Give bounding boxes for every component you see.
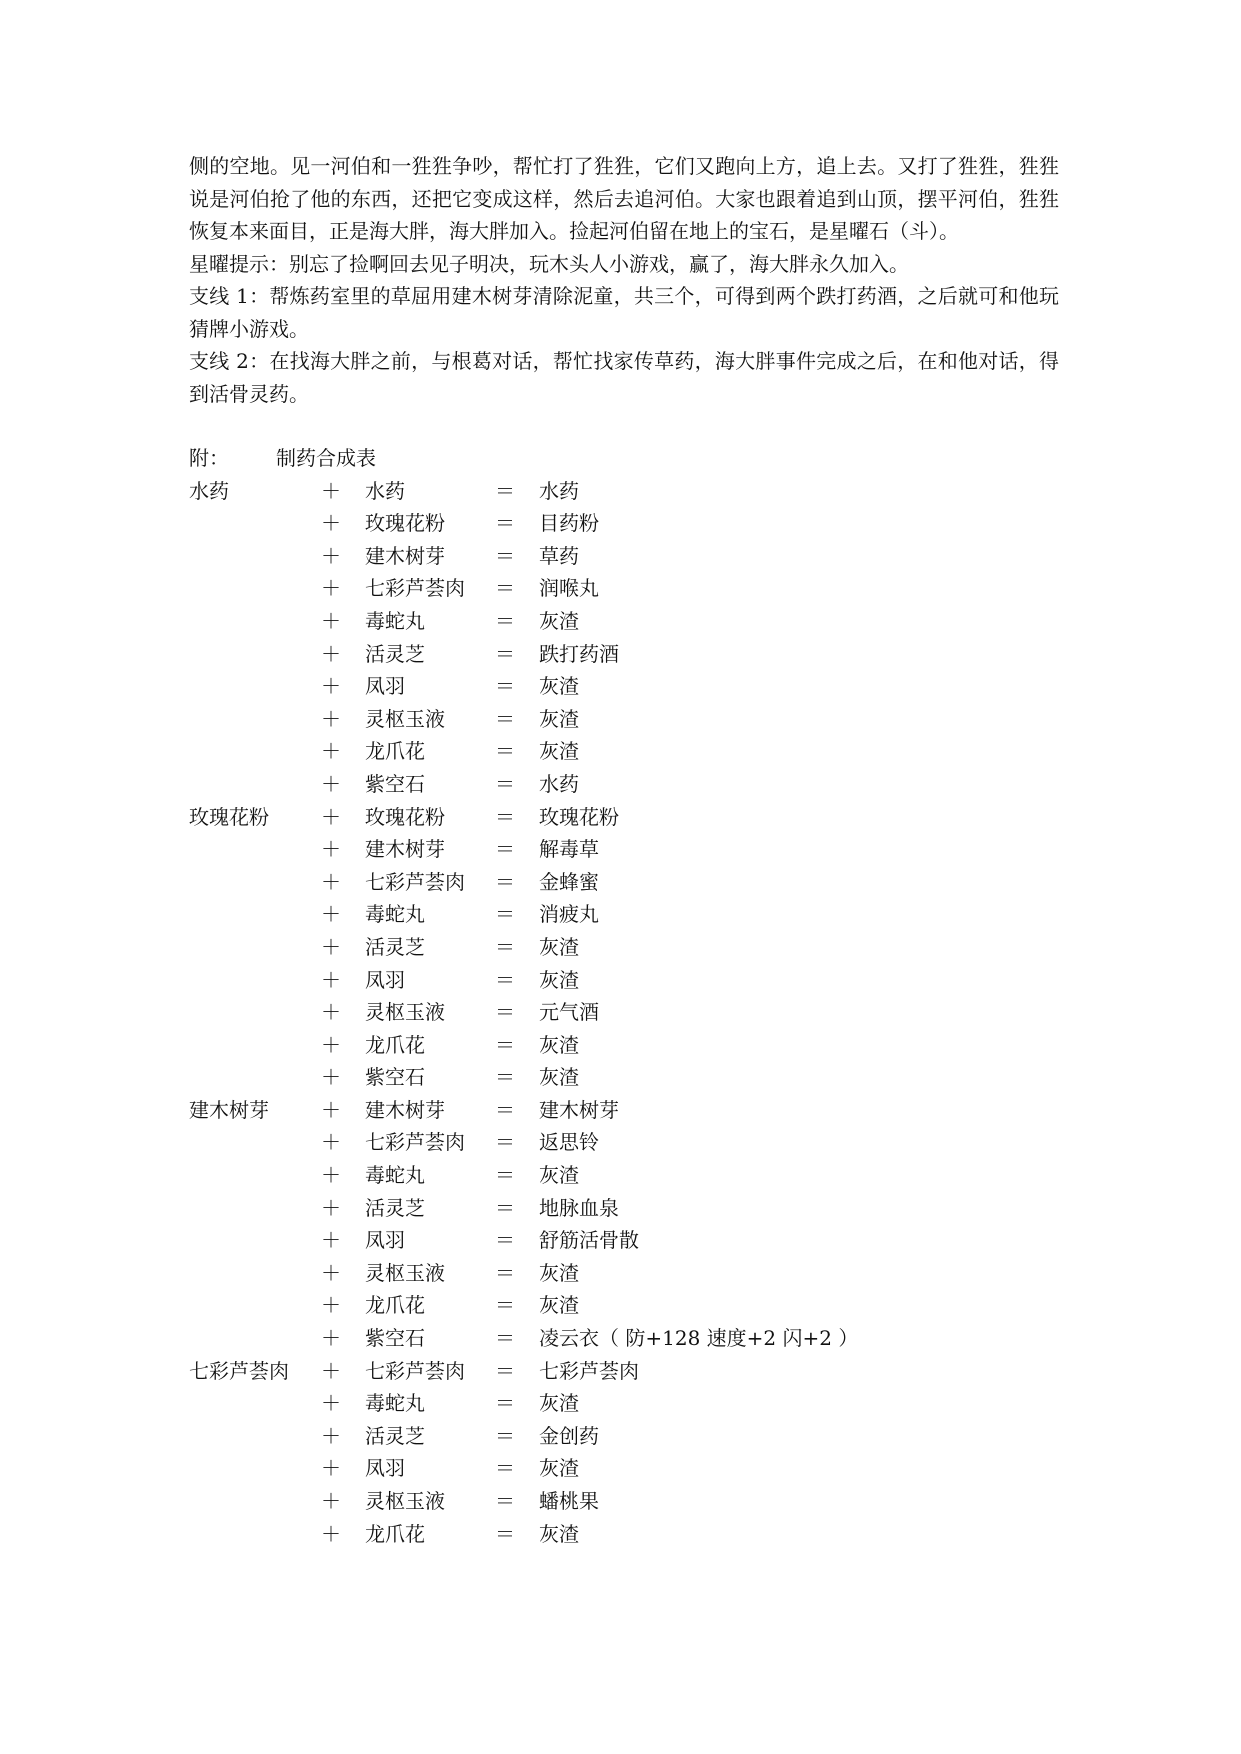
recipe-row <box>189 1126 1059 1159</box>
recipe-row <box>189 801 1059 834</box>
recipe-result: 地脉血泉 <box>539 1195 619 1220</box>
plus-sign: ＋ <box>321 1521 341 1546</box>
equals-sign: ＝ <box>495 1130 515 1155</box>
recipe-ingredient: 七彩芦荟肉 <box>365 1130 465 1155</box>
recipe-row <box>189 1485 1059 1518</box>
recipe-ingredient: 毒蛇丸 <box>365 1391 425 1416</box>
recipe-ingredient: 七彩芦荟肉 <box>365 869 465 894</box>
recipe-result: 灰渣 <box>539 934 579 959</box>
plus-sign: ＋ <box>321 739 341 764</box>
equals-sign: ＝ <box>495 1423 515 1448</box>
recipe-ingredient: 七彩芦荟肉 <box>365 576 465 601</box>
equals-sign: ＝ <box>495 967 515 992</box>
recipe-row <box>189 1094 1059 1127</box>
equals-sign: ＝ <box>495 1065 515 1090</box>
recipe-ingredient: 龙爪花 <box>365 1032 425 1057</box>
plus-sign: ＋ <box>321 967 341 992</box>
equals-sign: ＝ <box>495 1358 515 1383</box>
equals-sign: ＝ <box>495 902 515 927</box>
recipe-row <box>189 507 1059 540</box>
equals-sign: ＝ <box>495 1097 515 1122</box>
recipe-result: 灰渣 <box>539 1521 579 1546</box>
recipe-result: 灰渣 <box>539 739 579 764</box>
recipe-result: 舒筋活骨散 <box>539 1228 639 1253</box>
recipe-row <box>189 638 1059 671</box>
recipe-row <box>189 475 1059 508</box>
recipe-result: 灰渣 <box>539 1163 579 1188</box>
plus-sign: ＋ <box>321 674 341 699</box>
recipe-result: 元气酒 <box>539 1000 599 1025</box>
recipe-result: 灰渣 <box>539 1391 579 1416</box>
side-quest-1-paragraph: 支线 1：帮炼药室里的草屈用建木树芽清除泥童，共三个，可得到两个跌打药酒，之后就可和他玩猜牌小游戏。 <box>189 284 1059 341</box>
recipe-row <box>189 931 1059 964</box>
equals-sign: ＝ <box>495 1489 515 1513</box>
plus-sign: ＋ <box>321 576 341 601</box>
equals-sign: ＝ <box>495 1000 515 1025</box>
recipe-result: 蟠桃果 <box>539 1489 599 1513</box>
recipe-result: 灰渣 <box>539 1032 579 1057</box>
recipe-row <box>189 1452 1059 1485</box>
recipe-row <box>189 1029 1059 1062</box>
recipe-row <box>189 703 1059 736</box>
recipe-ingredient: 灵枢玉液 <box>365 706 445 731</box>
equals-sign: ＝ <box>495 1293 515 1318</box>
equals-sign: ＝ <box>495 543 515 568</box>
recipe-ingredient: 紫空石 <box>365 771 425 796</box>
plus-sign: ＋ <box>321 1195 341 1220</box>
recipe-ingredient: 灵枢玉液 <box>365 1260 445 1285</box>
recipe-result: 灰渣 <box>539 1293 579 1318</box>
plus-sign: ＋ <box>321 1489 341 1513</box>
recipe-result: 七彩芦荟肉 <box>539 1358 639 1383</box>
plus-sign: ＋ <box>321 1423 341 1448</box>
equals-sign: ＝ <box>495 869 515 894</box>
recipe-table <box>189 475 1059 1551</box>
equals-sign: ＝ <box>495 1456 515 1481</box>
recipe-row <box>189 1387 1059 1420</box>
side-quest-2-paragraph: 支线 2：在找海大胖之前，与根葛对话，帮忙找家传草药，海大胖事件完成之后，在和他对话，得到活骨灵药。 <box>189 349 1059 406</box>
recipe-result: 灰渣 <box>539 1065 579 1090</box>
plus-sign: ＋ <box>321 1065 341 1090</box>
recipe-row <box>189 735 1059 768</box>
recipe-row <box>189 1061 1059 1094</box>
appendix-heading <box>189 442 1059 475</box>
equals-sign: ＝ <box>495 1391 515 1416</box>
plus-sign: ＋ <box>321 1358 341 1383</box>
plus-sign: ＋ <box>321 1456 341 1481</box>
recipe-ingredient: 活灵芝 <box>365 1423 425 1448</box>
recipe-ingredient: 龙爪花 <box>365 1521 425 1546</box>
recipe-row <box>189 1322 1059 1355</box>
equals-sign: ＝ <box>495 641 515 666</box>
plus-sign: ＋ <box>321 1032 341 1057</box>
recipe-ingredient: 毒蛇丸 <box>365 608 425 633</box>
plus-sign: ＋ <box>321 1130 341 1155</box>
plus-sign: ＋ <box>321 1391 341 1416</box>
plus-sign: ＋ <box>321 902 341 927</box>
equals-sign: ＝ <box>495 771 515 796</box>
recipe-row <box>189 898 1059 931</box>
plus-sign: ＋ <box>321 1260 341 1285</box>
recipe-row <box>189 1224 1059 1257</box>
plus-sign: ＋ <box>321 1326 341 1351</box>
plus-sign: ＋ <box>321 804 341 829</box>
plus-sign: ＋ <box>321 608 341 633</box>
recipe-ingredient: 灵枢玉液 <box>365 1489 445 1513</box>
plus-sign: ＋ <box>321 1097 341 1122</box>
equals-sign: ＝ <box>495 837 515 862</box>
recipe-result: 润喉丸 <box>539 576 599 601</box>
recipe-result: 跌打药酒 <box>539 641 619 666</box>
plus-sign: ＋ <box>321 771 341 796</box>
recipe-result: 金创药 <box>539 1423 599 1448</box>
equals-sign: ＝ <box>495 1228 515 1253</box>
plus-sign: ＋ <box>321 869 341 894</box>
appendix-label: 附： <box>189 446 229 470</box>
paragraph-gap <box>189 410 1059 442</box>
equals-sign: ＝ <box>495 1326 515 1351</box>
recipe-ingredient: 玫瑰花粉 <box>365 804 445 829</box>
recipe-ingredient: 凤羽 <box>365 967 405 992</box>
equals-sign: ＝ <box>495 1032 515 1057</box>
equals-sign: ＝ <box>495 706 515 731</box>
plus-sign: ＋ <box>321 837 341 862</box>
recipe-ingredient: 凤羽 <box>365 674 405 699</box>
recipe-row <box>189 996 1059 1029</box>
recipe-row <box>189 1518 1059 1551</box>
recipe-base: 水药 <box>189 478 229 503</box>
plus-sign: ＋ <box>321 511 341 536</box>
recipe-ingredient: 活灵芝 <box>365 641 425 666</box>
recipe-ingredient: 玫瑰花粉 <box>365 511 445 536</box>
equals-sign: ＝ <box>495 934 515 959</box>
appendix-title: 制药合成表 <box>276 446 376 470</box>
equals-sign: ＝ <box>495 608 515 633</box>
plus-sign: ＋ <box>321 1163 341 1188</box>
recipe-base: 玫瑰花粉 <box>189 804 269 829</box>
equals-sign: ＝ <box>495 1163 515 1188</box>
recipe-row <box>189 1257 1059 1290</box>
recipe-result: 解毒草 <box>539 837 599 862</box>
recipe-result: 水药 <box>539 478 579 503</box>
recipe-row <box>189 833 1059 866</box>
recipe-ingredient: 建木树芽 <box>365 837 445 862</box>
recipe-row <box>189 1420 1059 1453</box>
document-page <box>189 150 1059 1550</box>
plus-sign: ＋ <box>321 1000 341 1025</box>
plus-sign: ＋ <box>321 478 341 503</box>
recipe-ingredient: 龙爪花 <box>365 1293 425 1318</box>
star-hint-paragraph: 星曜提示：别忘了捡啊回去见子明决，玩木头人小游戏，赢了，海大胖永久加入。 <box>189 251 909 276</box>
plus-sign: ＋ <box>321 934 341 959</box>
recipe-row <box>189 964 1059 997</box>
recipe-base: 七彩芦荟肉 <box>189 1358 289 1383</box>
plus-sign: ＋ <box>321 1228 341 1253</box>
recipe-ingredient: 灵枢玉液 <box>365 1000 445 1025</box>
equals-sign: ＝ <box>495 674 515 699</box>
equals-sign: ＝ <box>495 1521 515 1546</box>
recipe-row <box>189 540 1059 573</box>
recipe-ingredient: 凤羽 <box>365 1456 405 1481</box>
recipe-ingredient: 建木树芽 <box>365 1097 445 1122</box>
equals-sign: ＝ <box>495 478 515 503</box>
recipe-row <box>189 670 1059 703</box>
recipe-ingredient: 水药 <box>365 478 405 503</box>
recipe-result: 灰渣 <box>539 967 579 992</box>
recipe-row <box>189 1192 1059 1225</box>
equals-sign: ＝ <box>495 739 515 764</box>
recipe-result: 目药粉 <box>539 511 599 536</box>
recipe-result: 灰渣 <box>539 1456 579 1481</box>
recipe-ingredient: 建木树芽 <box>365 543 445 568</box>
recipe-ingredient: 活灵芝 <box>365 934 425 959</box>
recipe-result: 水药 <box>539 771 579 796</box>
recipe-ingredient: 毒蛇丸 <box>365 902 425 927</box>
recipe-result: 灰渣 <box>539 674 579 699</box>
recipe-ingredient: 毒蛇丸 <box>365 1163 425 1188</box>
walkthrough-paragraph: 侧的空地。见一河伯和一狌狌争吵，帮忙打了狌狌，它们又跑向上方，追上去。又打了狌狌，狌狌说是河伯抢了他的东西，还把它变成这样，然后去追河伯。大家也跟着追到山顶，摆平河伯，狌狌恢复本来面目，正是海大胖，海大胖加入。捡起河伯留在地上的宝石，是星曜石（斗）。 <box>189 154 1059 243</box>
recipe-result: 灰渣 <box>539 706 579 731</box>
recipe-row <box>189 1159 1059 1192</box>
recipe-ingredient: 七彩芦荟肉 <box>365 1358 465 1383</box>
recipe-row <box>189 1355 1059 1388</box>
plus-sign: ＋ <box>321 641 341 666</box>
recipe-row <box>189 1289 1059 1322</box>
recipe-result: 草药 <box>539 543 579 568</box>
plus-sign: ＋ <box>321 543 341 568</box>
recipe-result: 凌云衣（ 防+128 速度+2 闪+2 ） <box>539 1326 859 1351</box>
recipe-ingredient: 紫空石 <box>365 1065 425 1090</box>
recipe-row <box>189 768 1059 801</box>
recipe-ingredient: 紫空石 <box>365 1326 425 1351</box>
recipe-ingredient: 龙爪花 <box>365 739 425 764</box>
recipe-base: 建木树芽 <box>189 1097 269 1122</box>
recipe-result: 金蜂蜜 <box>539 869 599 894</box>
recipe-ingredient: 凤羽 <box>365 1228 405 1253</box>
equals-sign: ＝ <box>495 576 515 601</box>
recipe-result: 消疲丸 <box>539 902 599 927</box>
equals-sign: ＝ <box>495 1260 515 1285</box>
recipe-result: 玫瑰花粉 <box>539 804 619 829</box>
recipe-row <box>189 866 1059 899</box>
recipe-row <box>189 605 1059 638</box>
recipe-result: 灰渣 <box>539 1260 579 1285</box>
recipe-result: 灰渣 <box>539 608 579 633</box>
equals-sign: ＝ <box>495 804 515 829</box>
recipe-row <box>189 572 1059 605</box>
equals-sign: ＝ <box>495 511 515 536</box>
plus-sign: ＋ <box>321 706 341 731</box>
recipe-result: 返思铃 <box>539 1130 599 1155</box>
recipe-result: 建木树芽 <box>539 1097 619 1122</box>
recipe-ingredient: 活灵芝 <box>365 1195 425 1220</box>
equals-sign: ＝ <box>495 1195 515 1220</box>
plus-sign: ＋ <box>321 1293 341 1318</box>
